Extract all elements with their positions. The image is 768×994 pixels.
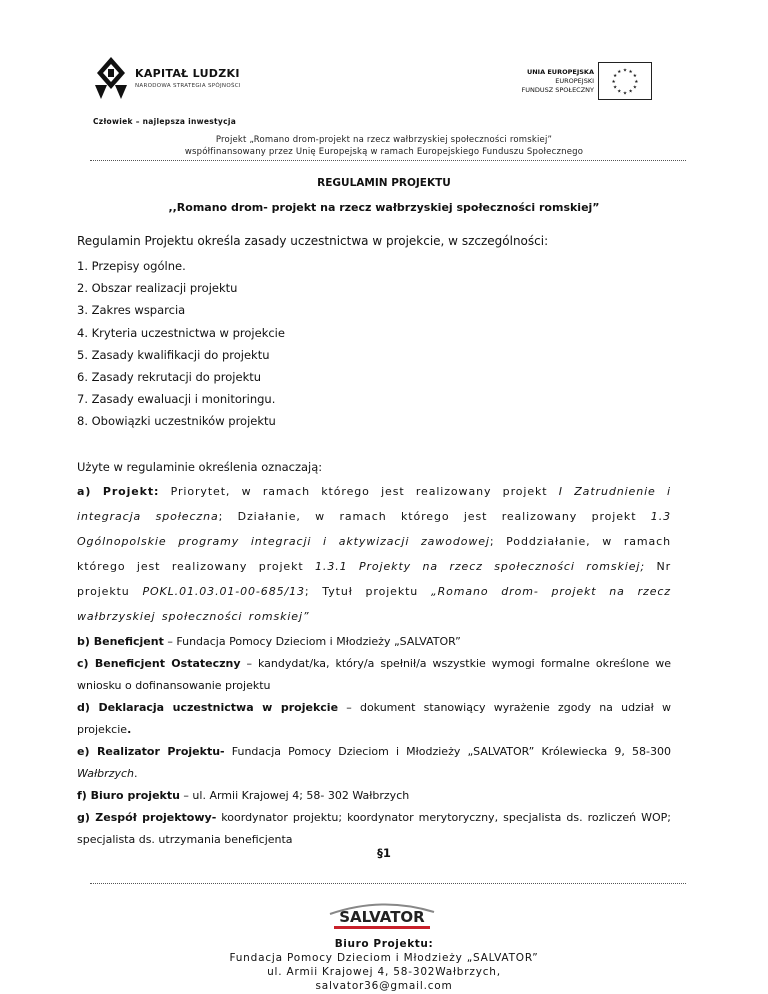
project-line-1: Projekt „Romano drom-projekt na rzecz wałbrzyskiej społeczności romskiej” (215, 135, 553, 145)
eu-star-icon: ★ (617, 89, 622, 95)
footer-email: salvator36@gmail.com (315, 980, 453, 992)
kapital-ludzki-emblem-icon (93, 55, 129, 101)
motto: Człowiek – najlepsza inwestycja (93, 117, 237, 126)
table-of-contents (77, 258, 285, 436)
definition-label: a) Projekt: (77, 485, 160, 498)
toc-item: 6. Zasady rekrutacji do projektu (77, 369, 262, 384)
definition-label: d) Deklaracja uczestnictwa w projekcie (77, 701, 339, 714)
kapital-ludzki-logo (93, 55, 273, 103)
toc-item: 4. Kryteria uczestnictwa w projekcie (77, 325, 285, 340)
eu-star-icon: ★ (632, 74, 637, 80)
toc-item: 3. Zakres wsparcia (77, 303, 186, 318)
eu-line-3: FUNDUSZ SPOŁECZNY (521, 86, 594, 94)
definitions-list (77, 479, 671, 851)
toc-item: 8. Obowiązki uczestników projektu (77, 414, 276, 429)
document-title: REGULAMIN PROJEKTU (317, 177, 451, 189)
footer-org: Fundacja Pomocy Dzieciom i Młodzieży „SALVATOR” (229, 952, 539, 964)
project-line-2: współfinansowany przez Unię Europejską w ramach Europejskiego Funduszu Społecznego (184, 147, 584, 157)
header-divider (90, 160, 686, 161)
toc-item: 7. Zasady ewaluacji i monitoringu. (77, 392, 276, 407)
definition-label: g) Zespół projektowy- (77, 811, 217, 824)
eu-text (521, 68, 594, 95)
footer-address: ul. Armii Krajowej 4, 58-302Wałbrzych, (267, 966, 501, 978)
definition-b: b) Beneficjent – Fundacja Pomocy Dzieciom i Młodzieży „SALVATOR” (77, 635, 461, 648)
eu-star-icon: ★ (628, 89, 633, 95)
definition-c: c) Beneficjent Ostateczny – kandydat/ka, który/a spełnił/a wszystkie wymogi formalne określone we wniosku o dofinansowanie projektu (77, 657, 671, 692)
footer-divider (90, 883, 686, 884)
definition-g: g) Zespół projektowy- koordynator projektu; koordynator merytoryczny, specjalista ds. rozliczeń WOP; specjalista ds. utrzymania beneficjenta (77, 811, 671, 846)
eu-star-icon: ★ (634, 79, 639, 85)
eu-star-icon: ★ (622, 91, 628, 97)
definition-label: e) Realizator Projektu- (77, 745, 225, 758)
eu-logo (507, 62, 652, 104)
definition-f: f) Biuro projektu – ul. Armii Krajowej 4; 58- 302 Wałbrzych (77, 789, 410, 802)
intro-text: Regulamin Projektu określa zasady uczestnictwa w projekcie, w szczególności: (77, 234, 549, 248)
definition-d: d) Deklaracja uczestnictwa w projekcie – dokument stanowiący wyrażenie zgody na udział w projekcie. (77, 701, 671, 736)
salvator-logo-text: SALVATOR (339, 908, 425, 926)
toc-item: 2. Obszar realizacji projektu (77, 281, 238, 296)
definition-label: f) Biuro projektu (77, 789, 180, 802)
eu-star-icon: ★ (622, 68, 628, 74)
section-marker: §1 (377, 846, 391, 860)
definition-label: b) Beneficjent (77, 635, 164, 648)
eu-star-icon: ★ (613, 74, 618, 80)
footer-office: Biuro Projektu: (334, 938, 434, 950)
toc-item: 1. Przepisy ogólne. (77, 259, 186, 273)
eu-line-2: EUROPEJSKI (555, 77, 594, 85)
document-subtitle: ,,Romano drom- projekt na rzecz wałbrzyskiej społeczności romskiej” (168, 201, 600, 214)
definition-a: a) Projekt: Priorytet, w ramach którego jest realizowany projekt I Zatrudnienie i integracja społeczna; Działanie, w ramach którego jest realizowany projekt 1.3 Ogólnopolskie programy integracji i aktywizacji zawodowej; Poddziałanie, w ramach którego jest realizowany projekt 1.3.1 Projekty na rzecz społeczności romskiej; Nr projektu POKL.01.03.01-00-685/13; Tytuł projektu „Romano drom- projekt na rzecz wałbrzyskiej społeczności romskiej” (77, 485, 671, 623)
kapital-ludzki-name: KAPITAŁ LUDZKI (135, 67, 240, 80)
kapital-ludzki-subtitle: NARODOWA STRATEGIA SPÓJNOŚCI (135, 83, 241, 89)
eu-flag-icon (598, 62, 652, 100)
salvator-logo (322, 900, 442, 934)
definition-label: c) Beneficjent Ostateczny (77, 657, 241, 670)
eu-star-icon: ★ (613, 85, 618, 91)
eu-star-icon: ★ (628, 70, 633, 76)
eu-star-icon: ★ (632, 85, 637, 91)
eu-line-1: UNIA EUROPEJSKA (526, 68, 594, 76)
definitions-heading: Użyte w regulaminie określenia oznaczają: (77, 460, 323, 474)
definition-e: e) Realizator Projektu- Fundacja Pomocy Dzieciom i Młodzieży „SALVATOR” Królewiecka 9, 58-300 Wałbrzych. (77, 745, 671, 780)
eu-star-icon: ★ (611, 79, 616, 85)
toc-item: 5. Zasady kwalifikacji do projektu (77, 347, 270, 362)
eu-star-icon: ★ (617, 70, 622, 76)
